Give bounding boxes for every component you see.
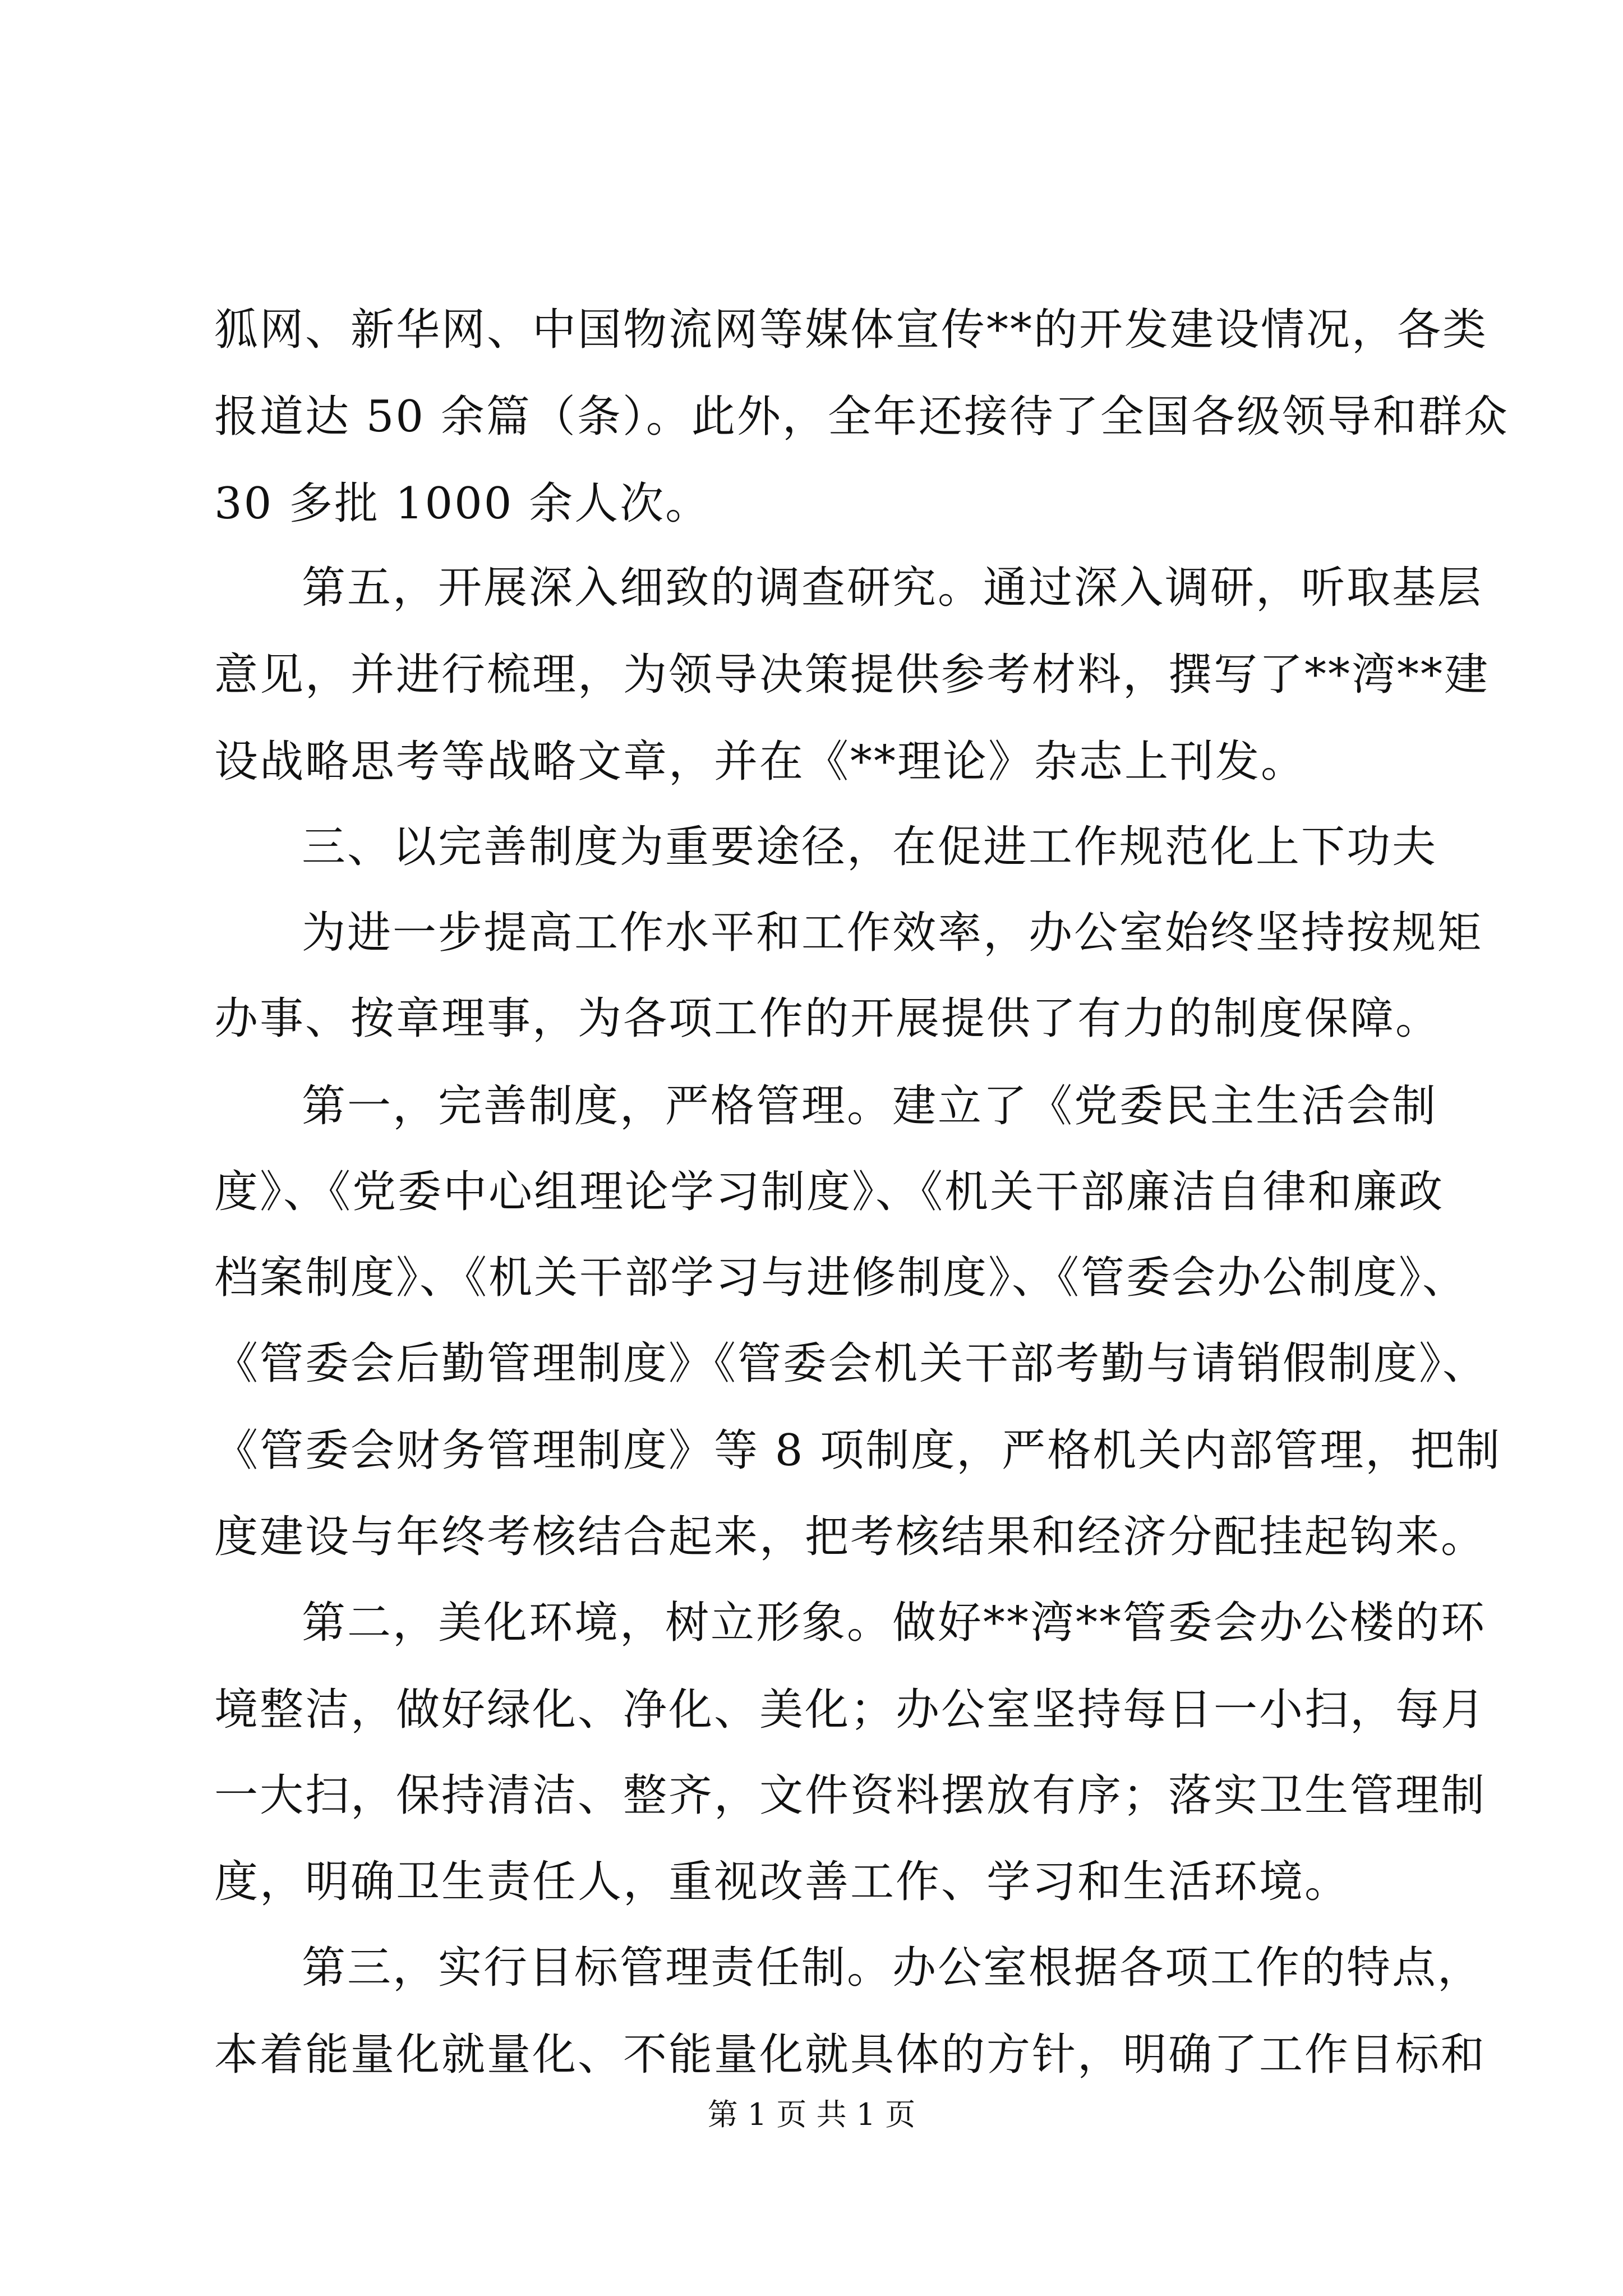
text-line: 30 多批 1000 余人次。 [214, 478, 711, 529]
section-heading: 三、以完善制度为重要途径，在促进工作规范化上下功夫 [302, 822, 1438, 872]
text-line: 为进一步提高工作水平和工作效率，办公室始终坚持按规矩 [302, 908, 1483, 958]
text-line: 意见，并进行梳理，为领导决策提供参考材料，撰写了**湾**建 [214, 650, 1490, 700]
text-line: 第二，美化环境，树立形象。做好**湾**管委会办公楼的环 [302, 1598, 1487, 1648]
text-line: 境整洁，做好绿化、净化、美化；办公室坚持每日一小扫，每月 [214, 1685, 1487, 1735]
text-line: 第一，完善制度，严格管理。建立了《党委民主生活会制 [302, 1081, 1438, 1131]
text-line: 设战略思考等战略文章，并在《**理论》杂志上刊发。 [214, 737, 1307, 787]
text-line: 狐网、新华网、中国物流网等媒体宣传**的开发建设情况，各类 [214, 305, 1488, 355]
text-line: 度》、《党委中心组理论学习制度》、《机关干部廉洁自律和廉政 [214, 1167, 1445, 1217]
text-line: 度建设与年终考核结合起来，把考核结果和经济分配挂起钩来。 [214, 1512, 1487, 1562]
text-line: 档案制度》、《机关干部学习与进修制度》、《管委会办公制度》、 [214, 1253, 1468, 1303]
text-line: 《管委会后勤管理制度》《管委会机关干部考勤与请销假制度》、 [214, 1338, 1488, 1389]
text-line: 办事、按章理事，为各项工作的开展提供了有力的制度保障。 [214, 993, 1441, 1044]
text-line: 度，明确卫生责任人，重视改善工作、学习和生活环境。 [214, 1857, 1350, 1907]
text-line: 一大扫，保持清洁、整齐，文件资料摆放有序；落实卫生管理制 [214, 1770, 1487, 1821]
text-line: 报道达 50 余篇（条）。此外，全年还接待了全国各级领导和群众 [214, 392, 1509, 442]
text-line: 第五，开展深入细致的调查研究。通过深入调研，听取基层 [302, 563, 1483, 613]
text-line: 本着能量化就量化、不能量化就具体的方针，明确了工作目标和 [214, 2030, 1487, 2080]
text-line: 《管委会财务管理制度》等 8 项制度，严格机关内部管理，把制 [214, 1425, 1502, 1476]
page-number: 第 1 页 共 1 页 [707, 2097, 916, 2132]
text-line: 第三，实行目标管理责任制。办公室根据各项工作的特点， [302, 1943, 1483, 1993]
